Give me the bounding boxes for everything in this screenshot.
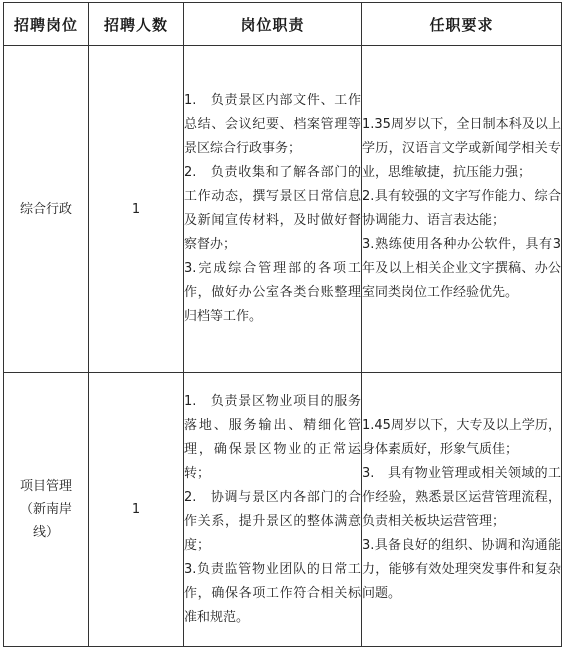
- duties-cell: [184, 373, 362, 647]
- requirement-item: 3.熟练使用各种办公软件，具有3年及以上相关企业文字撰稿、办公室同类岗位工作经验优先。: [362, 237, 561, 300]
- requirement-item: 1.45周岁以下，大专及以上学历，身体素质好，形象气质佳；: [362, 417, 561, 457]
- table-row: [4, 46, 562, 373]
- requirements-cell: [362, 46, 562, 373]
- header-row: [4, 3, 562, 46]
- header-position: 招聘岗位: [4, 3, 89, 46]
- position-cell: [4, 46, 89, 373]
- duty-item: 3.完成综合管理部的各项工作，做好办公室各类台账整理归档等工作。: [184, 261, 361, 324]
- duty-item: 1. 负责景区内部文件、工作总结、会议纪要、档案管理等景区综合行政事务；: [184, 93, 361, 156]
- requirement-item: 1.35周岁以下，全日制本科及以上学历，汉语言文学或新闻学相关专业，思维敏捷，抗压能力强；: [362, 117, 561, 180]
- requirements-cell: [362, 373, 562, 647]
- header-duties: 岗位职责: [184, 3, 362, 46]
- count-cell: [89, 46, 184, 373]
- duty-item: 2. 协调与景区内各部门的合作关系，提升景区的整体满意度；: [184, 489, 361, 553]
- count-cell: [89, 373, 184, 647]
- requirement-item: 2.具有较强的文字写作能力、综合协调能力、语言表达能；: [362, 189, 561, 228]
- position-name: 项目管理（新南岸线）: [20, 479, 73, 540]
- headcount: 1: [131, 201, 141, 217]
- requirement-item: 3.具备良好的组织、协调和沟通能力，能够有效处理突发事件和复杂问题。: [362, 537, 561, 601]
- table-row: [4, 373, 562, 647]
- recruitment-table: [3, 2, 562, 647]
- header-requirements: 任职要求: [362, 3, 562, 46]
- requirement-item: 3. 具有物业管理或相关领域的工作经验，熟悉景区运营管理流程，负责相关板块运营管理；: [362, 465, 561, 529]
- duty-item: 3.负责监管物业团队的日常工作，确保各项工作符合相关标准和规范。: [184, 561, 361, 625]
- position-name: 综合行政: [19, 201, 72, 217]
- duty-item: 1. 负责景区物业项目的服务落地、服务输出、精细化管理，确保景区物业的正常运转；: [184, 393, 361, 481]
- header-count: 招聘人数: [89, 3, 184, 46]
- duties-cell: [184, 46, 362, 373]
- position-cell: [4, 373, 89, 647]
- duty-item: 2. 负责收集和了解各部门的工作动态，撰写景区日常信息及新闻宣传材料，及时做好督察督办；: [184, 165, 361, 252]
- headcount: 1: [131, 502, 141, 517]
